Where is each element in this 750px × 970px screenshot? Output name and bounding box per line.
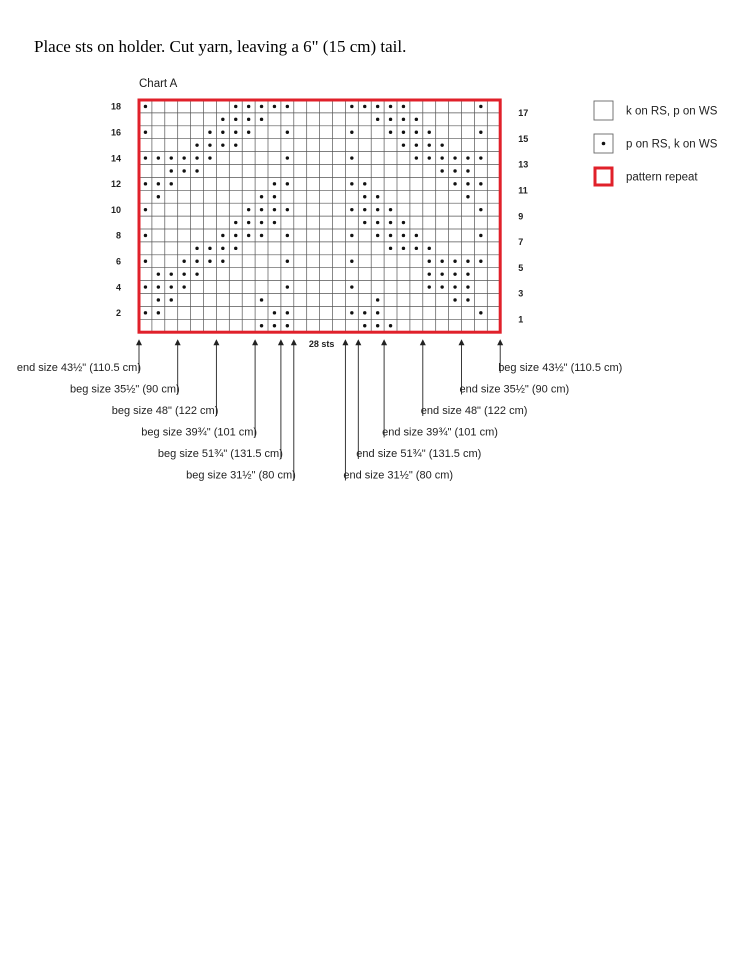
purl-dot — [195, 272, 198, 275]
purl-dot — [466, 260, 469, 263]
purl-dot — [247, 105, 250, 108]
purl-dot — [402, 221, 405, 224]
purl-dot — [453, 298, 456, 301]
purl-dot — [389, 105, 392, 108]
purl-dot — [260, 298, 263, 301]
purl-dot — [286, 285, 289, 288]
purl-dot — [182, 272, 185, 275]
purl-dot — [273, 311, 276, 314]
purl-dot — [260, 105, 263, 108]
purl-dot — [402, 131, 405, 134]
purl-dot — [144, 208, 147, 211]
row-number-right: 5 — [518, 262, 524, 273]
purl-dot — [247, 221, 250, 224]
purl-dot — [260, 208, 263, 211]
row-number-right: 1 — [518, 314, 524, 325]
arrowhead-icon — [213, 339, 219, 345]
purl-dot — [286, 131, 289, 134]
purl-dot — [144, 131, 147, 134]
row-number-right: 17 — [518, 108, 529, 119]
purl-dot — [247, 208, 250, 211]
row-number-right: 13 — [518, 159, 529, 170]
purl-dot — [273, 195, 276, 198]
purl-dot — [221, 118, 224, 121]
purl-dot — [453, 272, 456, 275]
purl-dot — [144, 260, 147, 263]
purl-dot — [363, 208, 366, 211]
purl-dot — [402, 247, 405, 250]
purl-dot — [208, 260, 211, 263]
purl-dot — [286, 311, 289, 314]
purl-dot — [376, 208, 379, 211]
purl-dot — [208, 247, 211, 250]
legend-item-dot — [594, 134, 718, 153]
size-marker — [420, 339, 528, 417]
purl-dot — [234, 105, 237, 108]
purl-dot — [170, 156, 173, 159]
purl-dot — [479, 156, 482, 159]
arrowhead-icon — [291, 339, 297, 345]
purl-dot — [350, 311, 353, 314]
purl-dot — [415, 156, 418, 159]
legend-item-red-outline — [595, 168, 698, 185]
purl-dot — [286, 156, 289, 159]
purl-dot — [479, 234, 482, 237]
purl-dot — [286, 105, 289, 108]
arrowhead-icon — [420, 339, 426, 345]
purl-dot — [157, 156, 160, 159]
purl-dot — [195, 156, 198, 159]
purl-dot — [144, 311, 147, 314]
purl-dot — [415, 118, 418, 121]
purl-dot — [350, 260, 353, 263]
purl-dot — [402, 105, 405, 108]
size-marker-label: beg size 35½" (90 cm) — [70, 383, 180, 396]
purl-dot — [260, 118, 263, 121]
purl-dot — [402, 234, 405, 237]
arrowhead-icon — [381, 339, 387, 345]
purl-dot — [157, 182, 160, 185]
purl-dot — [234, 118, 237, 121]
purl-dot — [195, 260, 198, 263]
row-number-right: 7 — [518, 237, 524, 248]
purl-dot — [466, 298, 469, 301]
purl-dot — [234, 143, 237, 146]
purl-dot — [234, 221, 237, 224]
size-marker-label: end size 43½" (110.5 cm) — [16, 362, 141, 374]
purl-dot — [376, 118, 379, 121]
size-marker-label: end size 48" (122 cm) — [420, 405, 528, 417]
size-markers — [17, 339, 623, 481]
purl-dot — [144, 156, 147, 159]
purl-dot — [440, 260, 443, 263]
purl-dot — [376, 221, 379, 224]
purl-dot — [260, 324, 263, 327]
purl-dot — [363, 105, 366, 108]
arrowhead-icon — [136, 339, 142, 345]
purl-dot — [466, 169, 469, 172]
purl-dot — [273, 324, 276, 327]
purl-dot — [286, 182, 289, 185]
purl-dot — [428, 131, 431, 134]
size-marker — [17, 339, 142, 374]
instruction-text: Place sts on holder. Cut yarn, leaving a 6" (15 cm) tail. — [34, 37, 407, 56]
purl-dot — [260, 195, 263, 198]
purl-dot — [453, 285, 456, 288]
purl-dot — [234, 247, 237, 250]
purl-dot — [479, 311, 482, 314]
row-number-left: 8 — [115, 230, 121, 241]
purl-dot — [273, 182, 276, 185]
purl-dot — [466, 156, 469, 159]
row-number-left: 12 — [110, 179, 121, 190]
purl-dot — [182, 285, 185, 288]
purl-dot — [440, 169, 443, 172]
stitch-count-label: 28 sts — [308, 339, 335, 350]
purl-dot — [428, 260, 431, 263]
purl-dot — [208, 131, 211, 134]
purl-dot — [182, 156, 185, 159]
purl-dot — [208, 156, 211, 159]
purl-dot — [389, 234, 392, 237]
purl-dot — [466, 285, 469, 288]
purl-dot — [428, 285, 431, 288]
purl-dot — [402, 118, 405, 121]
arrowhead-icon — [497, 339, 503, 345]
purl-dot — [376, 324, 379, 327]
purl-dot — [350, 182, 353, 185]
purl-dot — [157, 272, 160, 275]
size-marker — [112, 339, 220, 417]
purl-dot — [260, 221, 263, 224]
purl-dot — [453, 156, 456, 159]
purl-dot — [157, 195, 160, 198]
row-number-right: 11 — [518, 185, 528, 196]
purl-dot — [221, 143, 224, 146]
purl-dot — [182, 260, 185, 263]
size-marker-label: beg size 43½" (110.5 cm) — [498, 362, 623, 374]
purl-dot — [234, 234, 237, 237]
size-marker — [497, 339, 622, 374]
purl-dot — [350, 285, 353, 288]
purl-dot — [415, 143, 418, 146]
purl-dot — [440, 272, 443, 275]
purl-dot — [157, 311, 160, 314]
purl-dot — [466, 195, 469, 198]
purl-dot — [260, 234, 263, 237]
purl-dot — [415, 247, 418, 250]
row-number-left: 2 — [115, 308, 121, 319]
arrowhead-icon — [278, 339, 284, 345]
purl-dot — [453, 260, 456, 263]
purl-dot — [221, 247, 224, 250]
row-number-left: 4 — [115, 282, 121, 293]
dot-icon — [602, 142, 606, 146]
purl-dot — [376, 195, 379, 198]
legend-label: pattern repeat — [626, 171, 698, 184]
purl-dot — [170, 182, 173, 185]
purl-dot — [350, 208, 353, 211]
purl-dot — [389, 208, 392, 211]
purl-dot — [195, 169, 198, 172]
purl-dot — [428, 247, 431, 250]
purl-dot — [479, 208, 482, 211]
purl-dot — [479, 105, 482, 108]
purl-dot — [376, 298, 379, 301]
purl-dot — [376, 105, 379, 108]
purl-dot — [221, 234, 224, 237]
size-marker-label: beg size 48" (122 cm) — [111, 405, 219, 417]
purl-dot — [440, 156, 443, 159]
purl-dot — [415, 234, 418, 237]
purl-dot — [440, 285, 443, 288]
purl-dot — [363, 311, 366, 314]
size-marker-label: beg size 51¾" (131.5 cm) — [157, 448, 283, 460]
purl-dot — [286, 260, 289, 263]
row-number-right: 3 — [518, 288, 524, 299]
purl-dot — [402, 143, 405, 146]
purl-dot — [221, 131, 224, 134]
purl-dot — [479, 182, 482, 185]
purl-dot — [350, 131, 353, 134]
purl-dot — [144, 182, 147, 185]
purl-dot — [144, 105, 147, 108]
purl-dot — [376, 311, 379, 314]
purl-dot — [389, 247, 392, 250]
row-number-left: 14 — [110, 153, 121, 164]
purl-dot — [389, 221, 392, 224]
purl-dot — [350, 105, 353, 108]
purl-dot — [479, 260, 482, 263]
chart-grid — [139, 100, 500, 332]
purl-dot — [234, 131, 237, 134]
arrowhead-icon — [355, 339, 361, 345]
arrowhead-icon — [175, 339, 181, 345]
purl-dot — [144, 285, 147, 288]
purl-dot — [479, 131, 482, 134]
purl-dot — [208, 143, 211, 146]
purl-dot — [247, 118, 250, 121]
size-marker-label: end size 51¾" (131.5 cm) — [356, 448, 482, 460]
size-marker — [355, 339, 481, 460]
row-number-left: 18 — [110, 101, 121, 112]
knit-swatch-icon — [594, 101, 613, 120]
row-number-right: 9 — [518, 211, 524, 222]
size-marker-label: end size 39¾" (101 cm) — [382, 426, 498, 439]
purl-dot — [286, 324, 289, 327]
purl-dot — [389, 118, 392, 121]
purl-dot — [157, 285, 160, 288]
purl-dot — [273, 208, 276, 211]
purl-dot — [363, 182, 366, 185]
row-number-left: 16 — [110, 127, 121, 138]
row-number-right: 15 — [518, 133, 529, 144]
purl-dot — [440, 143, 443, 146]
row-number-left: 6 — [115, 256, 121, 267]
purl-dot — [466, 272, 469, 275]
purl-dot — [376, 234, 379, 237]
size-marker-label: beg size 39¾" (101 cm) — [141, 426, 258, 439]
purl-dot — [428, 156, 431, 159]
purl-dot — [350, 234, 353, 237]
purl-dot — [350, 156, 353, 159]
legend-item-blank — [594, 101, 718, 120]
purl-dot — [195, 247, 198, 250]
purl-dot — [453, 182, 456, 185]
purl-dot — [428, 272, 431, 275]
purl-dot — [363, 195, 366, 198]
legend-label: p on RS, k on WS — [626, 138, 718, 151]
purl-dot — [157, 298, 160, 301]
purl-dot — [170, 272, 173, 275]
purl-dot — [195, 143, 198, 146]
purl-dot — [453, 169, 456, 172]
arrowhead-icon — [459, 339, 465, 345]
purl-dot — [286, 234, 289, 237]
legend — [594, 101, 718, 185]
purl-dot — [363, 324, 366, 327]
purl-dot — [389, 131, 392, 134]
purl-dot — [247, 131, 250, 134]
purl-dot — [221, 260, 224, 263]
arrowhead-icon — [252, 339, 258, 345]
purl-dot — [144, 234, 147, 237]
purl-dot — [273, 105, 276, 108]
purl-dot — [466, 182, 469, 185]
chart-title: Chart A — [139, 78, 178, 90]
size-marker-label: beg size 31½" (80 cm) — [186, 469, 296, 482]
purl-dot — [170, 285, 173, 288]
purl-dot — [273, 221, 276, 224]
arrowhead-icon — [342, 339, 348, 345]
purl-dot — [182, 169, 185, 172]
row-number-left: 10 — [110, 204, 121, 215]
purl-dot — [286, 208, 289, 211]
legend-label: k on RS, p on WS — [626, 105, 718, 118]
purl-dot — [428, 143, 431, 146]
size-marker-label: end size 31½" (80 cm) — [343, 469, 454, 482]
purl-dot — [389, 324, 392, 327]
repeat-swatch-icon — [595, 168, 612, 185]
purl-dot — [170, 169, 173, 172]
purl-dot — [363, 221, 366, 224]
size-marker-label: end size 35½" (90 cm) — [459, 383, 570, 396]
purl-dot — [170, 298, 173, 301]
purl-dot — [247, 234, 250, 237]
purl-dot — [415, 131, 418, 134]
size-marker — [158, 339, 284, 460]
